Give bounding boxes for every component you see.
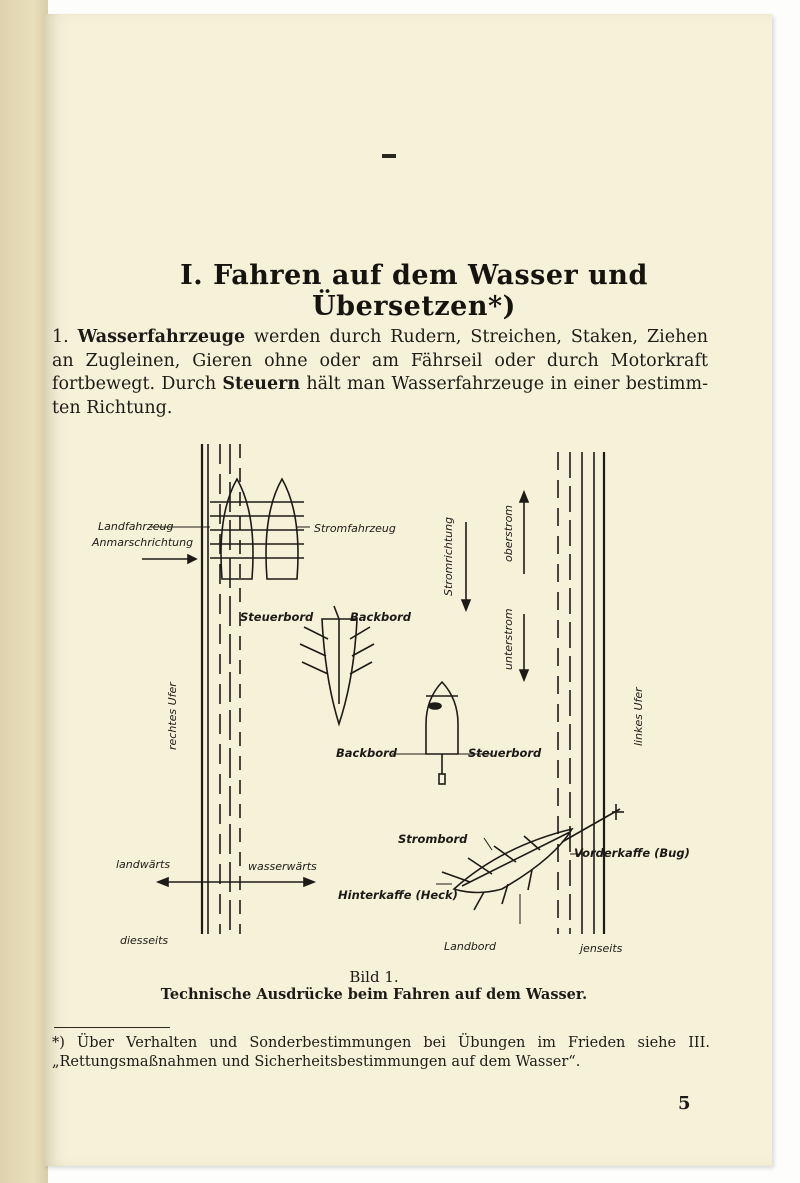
label-diesseits: diesseits <box>120 934 169 947</box>
paragraph-text-2: hält man Wasserfahrzeuge in einer bestimm- ten Richtung. <box>52 374 708 418</box>
label-oberstrom: oberstrom <box>502 504 515 562</box>
book-page <box>44 14 772 1166</box>
label-wasserwaerts: wasserwärts <box>248 860 317 873</box>
footnote-rule <box>54 1027 170 1028</box>
term-steuern: Steuern <box>222 374 301 394</box>
label-unterstrom: unterstrom <box>502 608 515 670</box>
label-stromrichtung: Stromrichtung <box>442 516 455 596</box>
chapter-title: I. Fahren auf dem Wasser und Übersetzen*) <box>180 260 648 322</box>
paragraph-number: 1. <box>52 327 69 347</box>
footnote: *) Über Verhalten und Sonderbestimmungen bei Übungen im Frieden siehe III. „Rettungsmaßnahmen und Sicherheitsbestimmungen auf dem Wasser“. <box>52 1035 710 1070</box>
label-backbord-mid: Backbord <box>336 746 398 760</box>
label-anmarschrichtung: Anmarschrichtung <box>92 536 194 549</box>
label-steuerbord-top: Steuerbord <box>240 610 314 624</box>
label-strombord: Strombord <box>398 832 468 846</box>
paragraph-1 <box>52 326 708 420</box>
paragraph-text-1: werden durch Rudern, Streichen, Staken, Ziehen an Zugleinen, Gieren ohne oder am Fährseil oder durch Motorkraft fortbewegt. Durch <box>52 327 708 394</box>
label-linkes-ufer: linkes Ufer <box>632 687 645 746</box>
page-top-mark <box>382 154 396 158</box>
label-backbord-top: Backbord <box>350 610 412 624</box>
figure-number: Bild 1. <box>349 968 399 986</box>
label-landwaerts: landwärts <box>116 858 171 871</box>
label-steuerbord-mid: Steuerbord <box>468 746 542 760</box>
label-landfahrzeug: Landfahrzeug <box>98 520 174 533</box>
label-hinterkaffe: Hinterkaffe (Heck) <box>338 888 458 902</box>
label-vorderkaffe: Vorderkaffe (Bug) <box>574 846 690 860</box>
previous-page-edge <box>0 0 48 1183</box>
page-number: 5 <box>678 1093 691 1114</box>
figure-diagram <box>92 434 690 964</box>
label-jenseits: jenseits <box>580 942 623 955</box>
term-wasserfahrzeuge: Wasserfahrzeuge <box>77 327 246 347</box>
label-rechtes-ufer: rechtes Ufer <box>166 682 179 750</box>
label-landbord: Landbord <box>444 940 497 953</box>
label-stromfahrzeug: Stromfahrzeug <box>314 522 396 535</box>
figure-caption: Technische Ausdrücke beim Fahren auf dem Wasser. <box>160 986 588 1003</box>
